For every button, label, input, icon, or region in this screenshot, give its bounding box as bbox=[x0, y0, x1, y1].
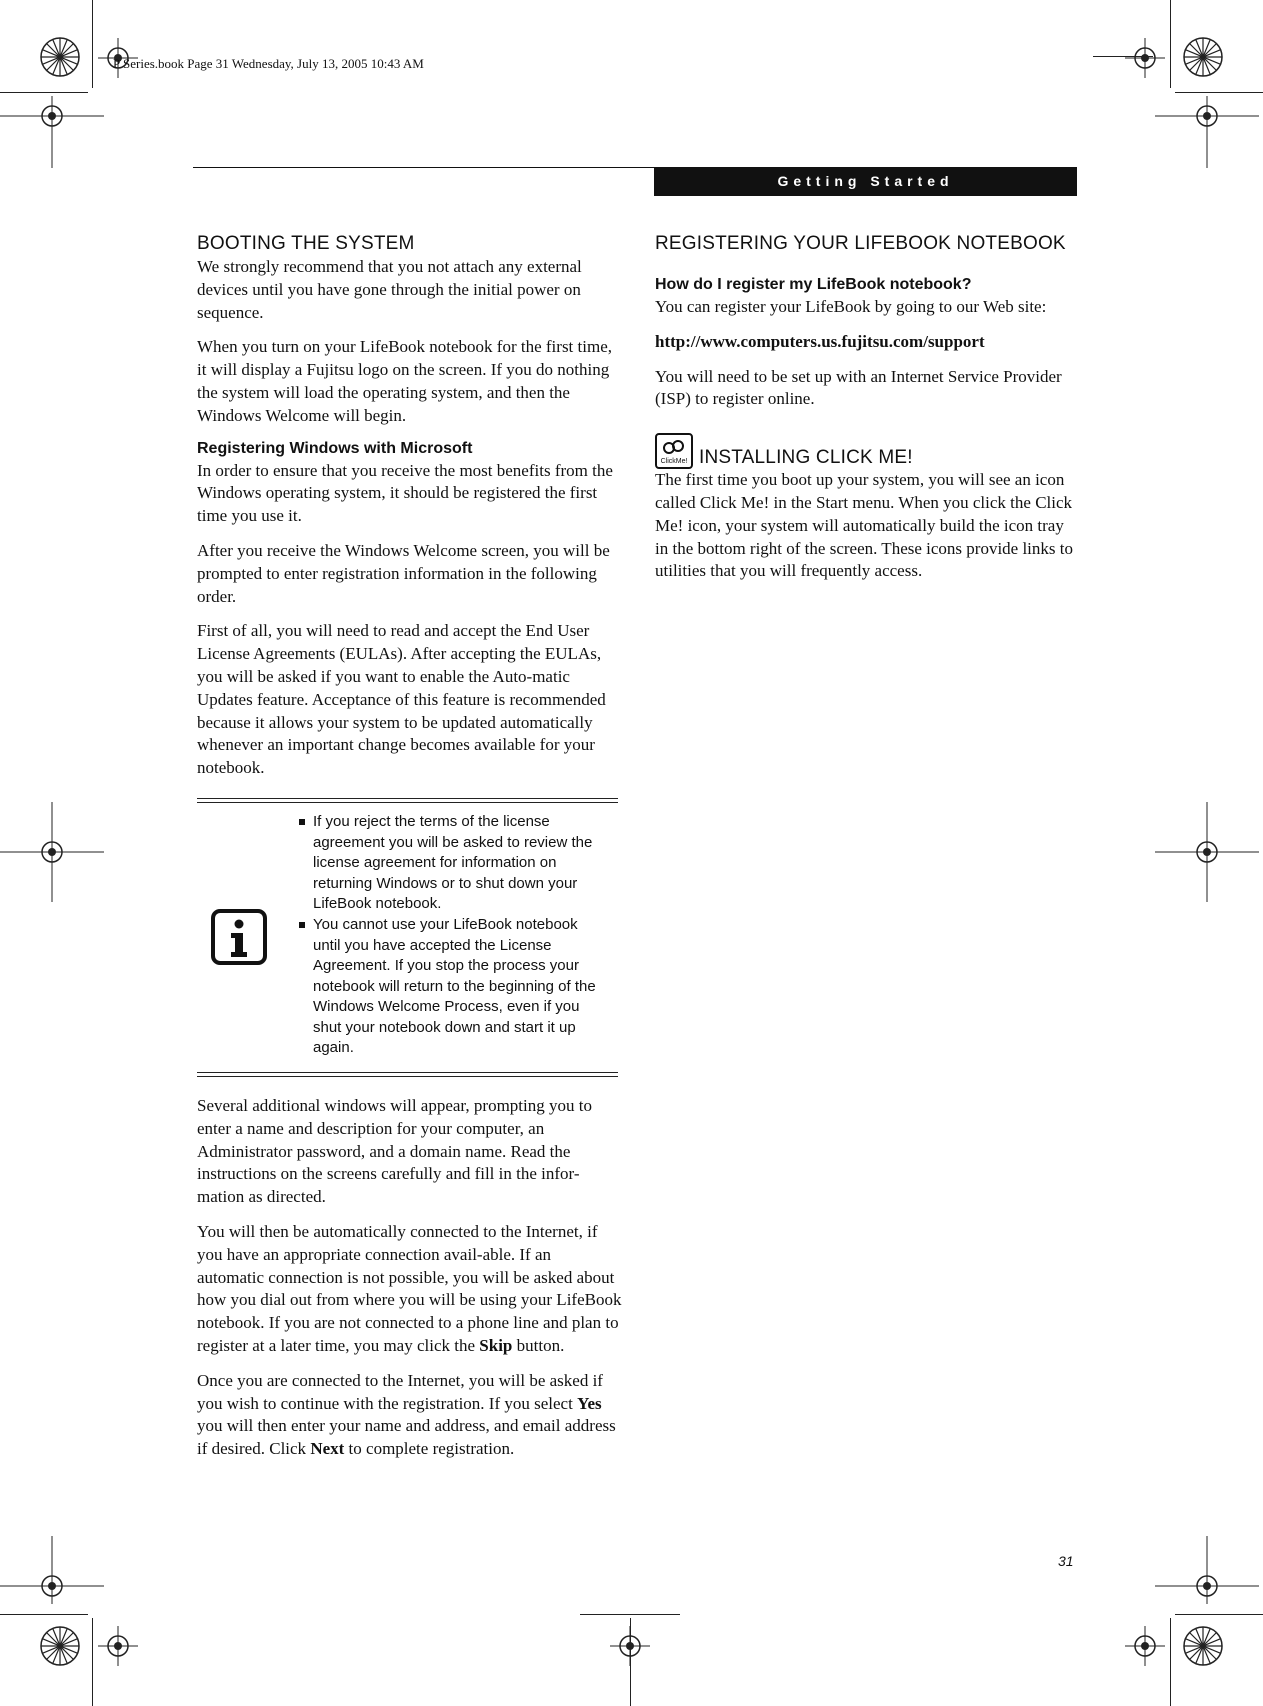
paragraph bbox=[197, 1221, 622, 1358]
text-run: You will then be automatically connected to the Internet, if you have an appropriate connection avail-able. If an automatic connection is not possible, you will be asked about how you dial out from where you will be using your LifeBook notebook. If you are not connected to a phone line and plan to register at a later time, you may click the bbox=[197, 1222, 622, 1356]
note-rule bbox=[197, 1076, 618, 1077]
starburst-mark bbox=[40, 37, 80, 77]
click-me-icon bbox=[655, 433, 693, 469]
note-rule bbox=[197, 802, 618, 803]
text-run: button. bbox=[512, 1336, 565, 1356]
info-icon bbox=[211, 909, 267, 965]
registering-lifebook-heading: REGISTERING YOUR LIFEBOOK NOTEBOOK bbox=[655, 233, 1066, 254]
book-info-slug: P Series.book Page 31 Wednesday, July 13, 2005 10:43 AM bbox=[113, 56, 424, 71]
paragraph: You can register your LifeBook by going to our Web site: bbox=[655, 297, 1047, 316]
right-column bbox=[655, 232, 1080, 595]
skip-term: Skip bbox=[479, 1336, 513, 1356]
booting-heading: BOOTING THE SYSTEM bbox=[197, 233, 415, 254]
crop-line bbox=[92, 1618, 93, 1706]
paragraph: We strongly recommend that you not attach any external devices until you have gone through the initial power on sequence. bbox=[197, 257, 582, 322]
paragraph: After you receive the Windows Welcome screen, you will be prompted to enter registration information in the following order. bbox=[197, 540, 610, 606]
paragraph bbox=[197, 1370, 622, 1461]
installing-click-me-heading-row bbox=[655, 433, 1080, 469]
registration-mark bbox=[610, 1626, 650, 1666]
page-number: 31 bbox=[1058, 1553, 1074, 1569]
crop-line bbox=[92, 0, 93, 88]
crop-line bbox=[1175, 92, 1263, 93]
registration-mark bbox=[1155, 802, 1259, 902]
next-term: Next bbox=[310, 1439, 345, 1459]
registration-mark bbox=[0, 1536, 104, 1604]
list-item bbox=[299, 915, 609, 1059]
registration-mark bbox=[0, 96, 104, 168]
left-column bbox=[197, 232, 622, 1473]
text-run: to complete registration. bbox=[344, 1439, 515, 1459]
note-rule bbox=[197, 798, 618, 799]
paragraph: In order to ensure that you receive the most benefits from the Windows operating system, it should be registered the first time you use it. bbox=[197, 460, 613, 526]
question-heading: How do I register my LifeBook notebook? bbox=[655, 276, 972, 293]
header-rule bbox=[193, 167, 654, 168]
starburst-mark bbox=[40, 1626, 80, 1666]
paragraph: You will need to be set up with an Internet Service Provider (ISP) to register online. bbox=[655, 366, 1062, 409]
registration-mark bbox=[1125, 1626, 1165, 1666]
paragraph: First of all, you will need to read and accept the End User License Agreements (EULAs). After accepting the EULAs, you will be asked if you want to enable the Auto-matic Updates feature. Acceptance of this feature is recommended because it allows your system to be updated automatically whenever an important change becomes available for your notebook. bbox=[197, 621, 606, 778]
text-run: Once you are connected to the Internet, you will be asked if you wish to continue with the registration. If you select bbox=[197, 1370, 603, 1413]
section-header: Getting Started bbox=[654, 167, 1077, 196]
starburst-mark bbox=[1183, 1626, 1223, 1666]
installing-click-me-heading: INSTALLING CLICK ME! bbox=[699, 447, 913, 469]
note-text: You cannot use your LifeBook notebook until you have accepted the License Agreement. If you stop the process your notebook will return to the beginning of the Windows Welcome Process, even if you shut your notebook down and start it up again. bbox=[313, 915, 596, 1057]
infinity-icon bbox=[657, 436, 691, 458]
crop-line bbox=[1175, 1614, 1263, 1615]
registering-windows-heading: Registering Windows with Microsoft bbox=[197, 439, 473, 457]
registration-mark bbox=[1125, 38, 1165, 78]
note-box bbox=[197, 798, 618, 1077]
bullet bbox=[299, 922, 305, 928]
support-url: http://www.computers.us.fujitsu.com/support bbox=[655, 331, 985, 351]
registration-mark bbox=[98, 1626, 138, 1666]
paragraph: Several additional windows will appear, prompting you to enter a name and description for your computer, an Administrator password, and a domain name. Read the instructions on the screens carefully and fill in the infor-mation as directed. bbox=[197, 1096, 592, 1207]
registration-mark bbox=[1155, 96, 1259, 168]
registration-mark bbox=[0, 802, 104, 902]
note-list bbox=[299, 806, 609, 1067]
yes-term: Yes bbox=[577, 1393, 602, 1413]
paragraph: The first time you boot up your system, you will see an icon called Click Me! in the Start menu. When you click the Click Me! icon, your system will automatically build the icon tray in the bottom right of the screen. These icons provide links to utilities that you will frequently access. bbox=[655, 470, 1073, 581]
paragraph: When you turn on your LifeBook notebook for the first time, it will display a Fujitsu logo on the screen. If you do nothing the system will load the operating system, and then the Windows Welcome will begin. bbox=[197, 337, 612, 425]
list-item bbox=[299, 812, 609, 915]
crop-line bbox=[0, 92, 88, 93]
registration-mark bbox=[1155, 1536, 1259, 1604]
crop-line bbox=[1170, 0, 1171, 88]
crop-line bbox=[580, 1614, 680, 1615]
starburst-mark bbox=[1183, 37, 1223, 77]
text-run: you will then enter your name and address, and email address if desired. Click bbox=[197, 1416, 616, 1459]
crop-line bbox=[0, 1614, 88, 1615]
crop-line bbox=[1170, 1618, 1171, 1706]
click-me-icon-label: ClickMe! bbox=[660, 458, 688, 466]
note-text: If you reject the terms of the license agreement you will be asked to review the license agreement for information on returning Windows or to shut down your LifeBook notebook. bbox=[313, 812, 593, 913]
note-rule bbox=[197, 1072, 618, 1073]
bullet bbox=[299, 819, 305, 825]
